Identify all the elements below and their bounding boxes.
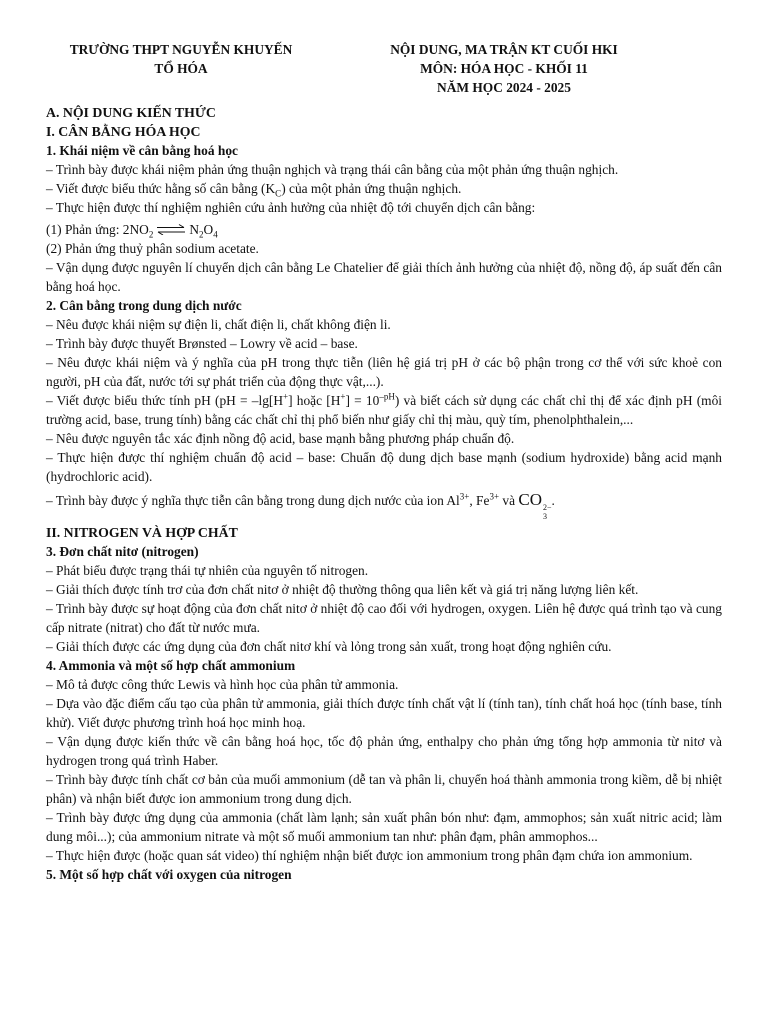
- carbonate-ion: CO 2− 3: [518, 490, 552, 521]
- subject-line: MÔN: HÓA HỌC - KHỐI 11: [420, 61, 588, 76]
- topic-1-heading: 1. Khái niệm về cân bằng hoá học: [46, 143, 238, 158]
- document-page: [46, 40, 722, 884]
- topic-1-line-2: – Viết được biểu thức hằng số cân bằng $(K_C)$ của một phản ứng thuận nghịch.: [46, 181, 462, 199]
- topic-1-line-3: – Thực hiện được thí nghiệm nghiên cứu ảnh hưởng của nhiệt độ tới chuyển dịch cân bằng:: [46, 200, 536, 215]
- exam-title: NỘI DUNG, MA TRẬN KT CUỐI HKI: [390, 42, 618, 57]
- topic-2-heading: 2. Cân bằng trong dung dịch nước: [46, 298, 242, 313]
- topic-4-line-2: – Dựa vào đặc điểm cấu tạo của phân tử ammonia, giải thích được tính chất vật lí (tính tan), tính chất hoá học (tính base, tính khử). Viết được phương trình hoá học minh hoạ.: [46, 696, 722, 730]
- topic-3-line-4: – Giải thích được các ứng dụng của đơn chất nitơ khí và lỏng trong sản xuất, trong hoạt động nghiên cứu.: [46, 639, 612, 654]
- topic-2-line-3: – Nêu được khái niệm và ý nghĩa của pH trong thực tiễn (liên hệ giá trị pH ở các bộ phận trong cơ thể với sức khoẻ con người, pH của đất, nước tới sự phát triển của động thực vật,...).: [46, 355, 722, 389]
- equilibrium-arrow-icon: [156, 224, 186, 235]
- topic-2-line-4: – Viết được biểu thức tính pH (pH = –lg[H+] hoặc $[H^+] = 10^{-pH}$) và biết cách sử dụng các chất chỉ thị để xác định pH (môi trường acid, base, trung tính) bằng các chất chỉ thị phổ biến như giấy chỉ thị màu, quỳ tím, phenolphthalein,...: [46, 391, 723, 427]
- topic-4-line-6: – Thực hiện được (hoặc quan sát video) thí nghiệm nhận biết được ion ammonium trong phân đạm chứa ion ammonium.: [46, 848, 693, 863]
- section-2-heading: II. NITROGEN VÀ HỢP CHẤT: [46, 525, 238, 540]
- reaction-2: (2) Phản ứng thuỷ phân sodium acetate.: [46, 241, 259, 256]
- school-block: [50, 40, 312, 78]
- document-header: [46, 40, 722, 98]
- topic-4-line-5: – Trình bày được ứng dụng của ammonia (chất làm lạnh; sản xuất phân bón như: đạm, ammophos; sản xuất nitric acid; làm dung môi...); của ammonium nitrate và một số muối ammonium tan như: phân đạm, phân ammophos...: [46, 810, 722, 844]
- department-name: TỔ HÓA: [154, 61, 208, 76]
- topic-1-line-6: – Vận dụng được nguyên lí chuyển dịch cân bằng Le Chatelier để giải thích ảnh hưởng của nhiệt độ, nồng độ, áp suất đến cân bằng hoá học.: [46, 260, 722, 294]
- section-a-heading: A. NỘI DUNG KIẾN THỨC: [46, 105, 216, 120]
- topic-2-line-1: – Nêu được khái niệm sự điện li, chất điện li, chất không điện li.: [46, 317, 391, 332]
- reaction-1: (1) Phản ứng: $2NO_2$ $N_2O_4$: [46, 222, 218, 240]
- exam-info-block: [356, 40, 652, 97]
- section-1-heading: I. CÂN BẰNG HÓA HỌC: [46, 124, 201, 139]
- topic-3-line-2: – Giải thích được tính trơ của đơn chất nitơ ở nhiệt độ thường thông qua liên kết và giá trị năng lượng liên kết.: [46, 582, 639, 597]
- topic-1-line-1: – Trình bày được khái niệm phản ứng thuận nghịch và trạng thái cân bằng của một phản ứng thuận nghịch.: [46, 162, 619, 177]
- topic-4-line-4: – Trình bày được tính chất cơ bản của muối ammonium (dễ tan và phân li, chuyển hoá thành ammonia trong kiềm, dễ bị nhiệt phân) và nhận biết được ion ammonium trong dung dịch.: [46, 772, 722, 806]
- topic-2-line-5: – Nêu được nguyên tắc xác định nồng độ acid, base mạnh bằng phương pháp chuẩn độ.: [46, 431, 515, 446]
- topic-5-heading: 5. Một số hợp chất với oxygen của nitrogen: [46, 867, 292, 882]
- topic-3-heading: 3. Đơn chất nitơ (nitrogen): [46, 544, 199, 559]
- topic-3-line-1: – Phát biểu được trạng thái tự nhiên của nguyên tố nitrogen.: [46, 563, 369, 578]
- topic-3-line-3: – Trình bày được sự hoạt động của đơn chất nitơ ở nhiệt độ cao đối với hydrogen, oxygen. Liên hệ được quá trình tạo và cung cấp nitrate (nitrat) cho đất từ nước mưa.: [46, 601, 722, 635]
- topic-4-line-1: – Mô tả được công thức Lewis và hình học của phân tử ammonia.: [46, 677, 399, 692]
- topic-4-heading: 4. Ammonia và một số hợp chất ammonium: [46, 658, 296, 673]
- topic-2-line-6: – Thực hiện được thí nghiệm chuẩn độ acid – base: Chuẩn độ dung dịch base mạnh (sodium hydroxide) bằng acid mạnh (hydrochloric acid).: [46, 450, 722, 484]
- school-name: TRƯỜNG THPT NGUYỄN KHUYẾN: [69, 42, 293, 57]
- school-year: NĂM HỌC 2024 - 2025: [437, 80, 571, 95]
- topic-4-line-3: – Vận dụng được kiến thức về cân bằng hoá học, tốc độ phản ứng, enthalpy cho phản ứng tổng hợp ammonia từ nitơ và hydrogen trong quá trình Haber.: [46, 734, 722, 768]
- topic-2-line-7: – Trình bày được ý nghĩa thực tiễn cân bằng trong dung dịch nước của ion $Al^{3+}$, $Fe^{3+}$ và CO 2− 3 .: [46, 490, 555, 521]
- topic-2-line-2: – Trình bày được thuyết Brønsted – Lowry về acid – base.: [46, 336, 358, 351]
